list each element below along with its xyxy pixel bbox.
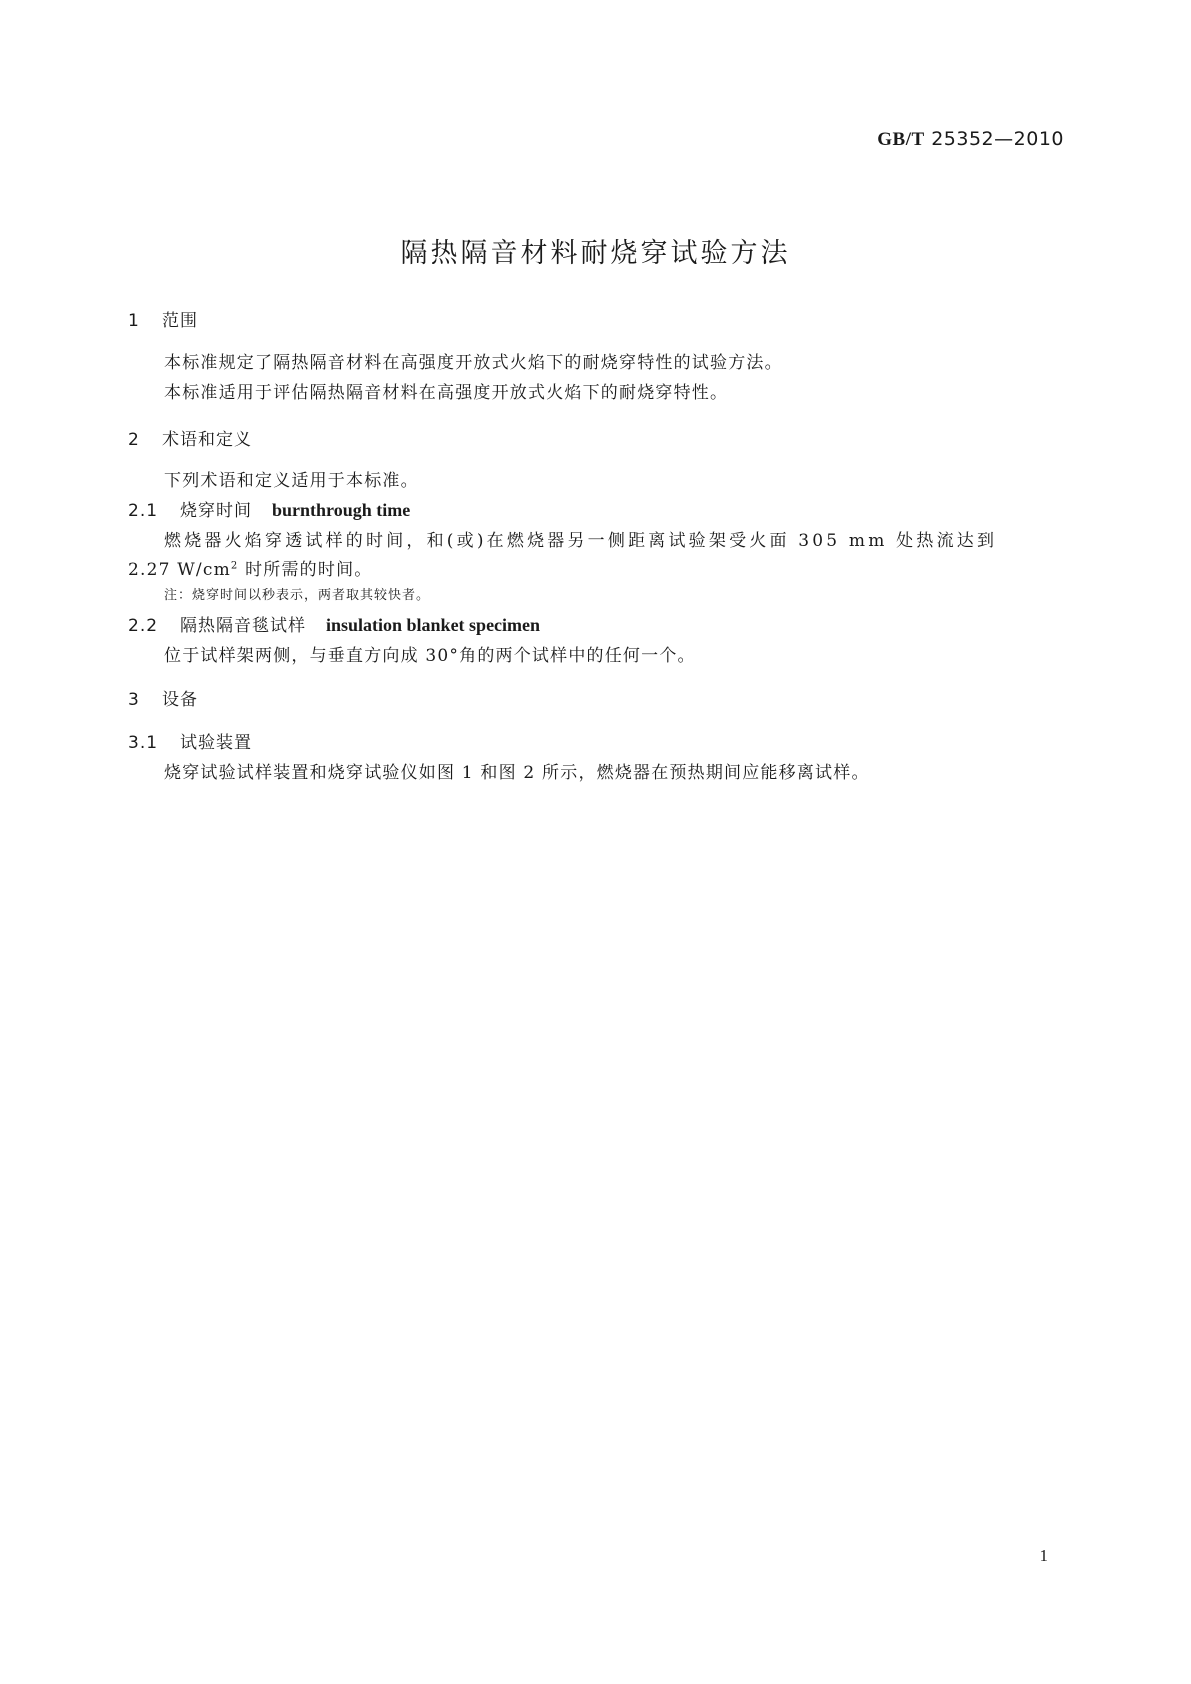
term-english: burnthrough time bbox=[272, 500, 411, 520]
superscript: 2 bbox=[230, 560, 239, 572]
section-number: 3 bbox=[128, 690, 140, 710]
section-title: 隔热隔音毯试样 bbox=[180, 616, 306, 636]
note: 注：烧穿时间以秒表示，两者取其较快者。 bbox=[164, 588, 431, 603]
subsection-2-2-heading bbox=[128, 611, 540, 636]
standard-prefix: GB/T bbox=[877, 129, 925, 150]
paragraph: 本标准适用于评估隔热隔音材料在高强度开放式火焰下的耐烧穿特性。 bbox=[164, 383, 729, 403]
subsection-3-1-heading bbox=[128, 728, 252, 753]
section-2-heading bbox=[128, 425, 252, 450]
paragraph-continuation bbox=[128, 555, 372, 580]
paragraph: 烧穿试验试样装置和烧穿试验仪如图 1 和图 2 所示，燃烧器在预热期间应能移离试样。 bbox=[164, 763, 870, 783]
document-title: 隔热隔音材料耐烧穿试验方法 bbox=[400, 238, 791, 269]
section-1-heading bbox=[128, 306, 198, 331]
paragraph: 燃烧器火焰穿透试样的时间，和(或)在燃烧器另一侧距离试验架受火面 305 mm 处热流达到 bbox=[164, 531, 998, 551]
section-number: 2.2 bbox=[128, 616, 159, 636]
standard-number bbox=[877, 128, 1064, 151]
section-title: 术语和定义 bbox=[162, 430, 252, 450]
section-title: 烧穿时间 bbox=[180, 501, 252, 521]
text: 时所需的时间。 bbox=[238, 560, 373, 580]
paragraph: 本标准规定了隔热隔音材料在高强度开放式火焰下的耐烧穿特性的试验方法。 bbox=[164, 353, 783, 373]
section-3-heading bbox=[128, 685, 198, 710]
section-number: 1 bbox=[128, 311, 140, 331]
section-title: 范围 bbox=[162, 311, 198, 331]
unit-value: 2.27 W/cm bbox=[128, 560, 231, 580]
subsection-2-1-heading bbox=[128, 496, 410, 521]
paragraph: 位于试样架两侧，与垂直方向成 30°角的两个试样中的任何一个。 bbox=[164, 646, 696, 666]
page-number: 1 bbox=[1039, 1546, 1048, 1565]
section-title: 设备 bbox=[162, 690, 198, 710]
section-number: 2.1 bbox=[128, 501, 159, 521]
section-title: 试验装置 bbox=[180, 733, 252, 753]
term-english: insulation blanket specimen bbox=[326, 615, 541, 635]
standard-code: 25352—2010 bbox=[931, 128, 1064, 150]
section-number: 3.1 bbox=[128, 733, 159, 753]
section-number: 2 bbox=[128, 430, 140, 450]
paragraph: 下列术语和定义适用于本标准。 bbox=[164, 471, 419, 491]
